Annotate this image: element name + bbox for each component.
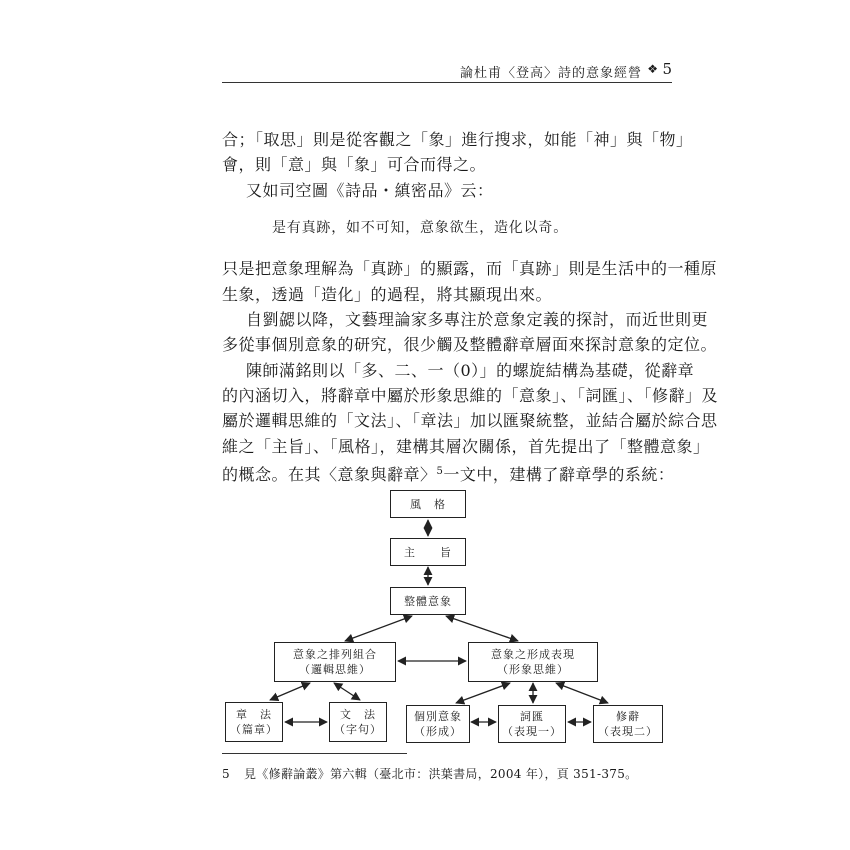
box-image-arrangement-label: 意象之排列組合 — [293, 648, 377, 661]
footnote-rule — [222, 753, 407, 754]
page-number: 5 — [662, 60, 672, 78]
box-whole-image — [390, 587, 466, 615]
body-line-12-after: 一文中，建構了辭章學的系統： — [443, 465, 675, 484]
box-image-arrangement-sub: （邏輯思維） — [299, 663, 371, 676]
box-image-arrangement — [274, 642, 396, 682]
body-line-5: 生象，透過「造化」的過程，將其顯現出來。 — [222, 285, 553, 304]
box-individual-image-sub: （形成） — [414, 725, 462, 738]
box-cihui-label: 詞匯 — [520, 710, 544, 723]
box-zhangfa — [225, 702, 283, 742]
footnote-number: 5 — [222, 767, 230, 781]
body-line-1: 合；「取思」則是從客觀之「象」進行搜求，如能「神」與「物」 — [222, 130, 693, 149]
body-line-8: 陳師滿銘則以「多、二、一（0）」的螺旋結構為基礎，從辭章 — [246, 361, 695, 380]
box-individual-image — [406, 705, 470, 743]
body-line-3: 又如司空圖《詩品・縝密品》云： — [246, 181, 494, 200]
box-theme — [390, 538, 466, 566]
body-line-9: 的內涵切入，將辭章中屬於形象思維的「意象」、「詞匯」、「修辭」及 — [222, 386, 719, 405]
running-title: 論杜甫〈登高〉詩的意象經營 — [459, 66, 642, 81]
block-quote: 是有真跡，如不可知，意象欲生，造化以奇。 — [272, 220, 568, 236]
box-style — [390, 490, 466, 518]
box-zhangfa-sub: （篇章） — [230, 723, 278, 736]
body-line-11: 維之「主旨」、「風格」，建構其層次關係，首先提出了「整體意象」 — [222, 437, 710, 456]
ornament-icon: ❖ — [647, 62, 658, 76]
box-xiuci-sub: （表現二） — [598, 725, 658, 738]
box-zhangfa-label: 章 法 — [236, 708, 272, 721]
box-individual-image-label: 個別意象 — [414, 710, 462, 723]
footnote-text: 見《修辭論叢》第六輯（臺北市：洪葉書局，2004 年），頁 351-375。 — [244, 767, 638, 781]
body-line-2: 會，則「意」與「象」可合而得之。 — [222, 155, 487, 174]
body-line-7: 多從事個別意象的研究，很少觸及整體辭章層面來探討意象的定位。 — [222, 335, 718, 354]
box-wenfa-label: 文 法 — [340, 708, 376, 721]
box-wenfa-sub: （字句） — [334, 723, 382, 736]
body-line-6: 自劉勰以降，文藝理論家多專注於意象定義的探討，而近世則更 — [246, 310, 709, 329]
footnote — [222, 765, 637, 782]
box-xiuci-label: 修辭 — [616, 710, 640, 723]
box-theme-label: 主 旨 — [404, 545, 452, 559]
body-line-12-before: 的概念。在其〈意象與辭章〉 — [222, 465, 437, 484]
box-style-label: 風 格 — [410, 497, 446, 511]
box-xiuci — [593, 705, 663, 743]
body-line-10: 屬於邏輯思維的「文法」、「章法」加以匯聚統整，並結合屬於綜合思 — [222, 411, 718, 430]
body-line-4: 只是把意象理解為「真跡」的顯露，而「真跡」則是生活中的一種原 — [222, 259, 718, 278]
box-cihui — [498, 705, 566, 743]
footnote-ref: 5 — [436, 466, 444, 477]
box-image-formation-sub: （形象思維） — [497, 663, 569, 676]
box-wenfa — [329, 702, 387, 742]
box-image-formation-label: 意象之形成表現 — [491, 648, 575, 661]
box-cihui-sub: （表現一） — [502, 725, 562, 738]
box-image-formation — [468, 642, 598, 682]
box-whole-image-label: 整體意象 — [404, 594, 452, 608]
